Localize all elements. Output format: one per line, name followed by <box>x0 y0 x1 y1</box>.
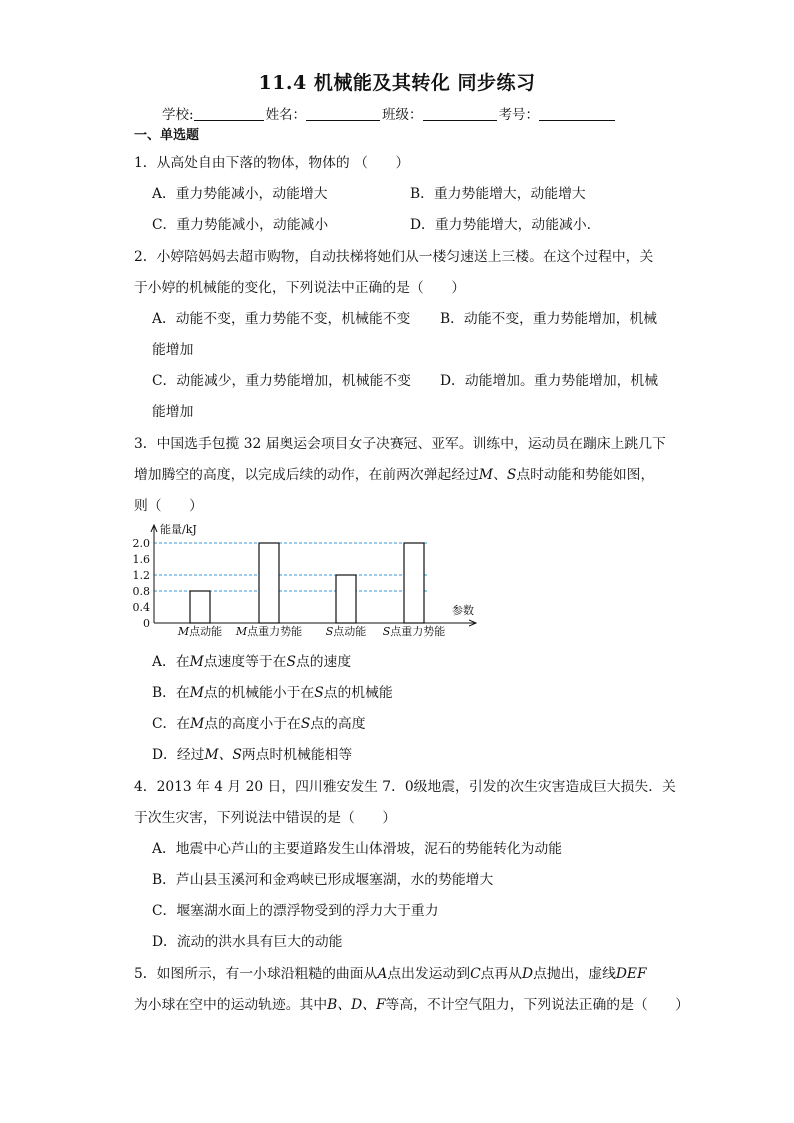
y-axis-label: 能量/kJ <box>160 523 197 536</box>
question-3-stem-line2: 增加腾空的高度，以完成后续的动作，在前两次弹起经过M、S点时动能和势能如图， <box>134 467 655 483</box>
q4-option-c[interactable]: C．堰塞湖水面上的漂浮物受到的浮力大于重力 <box>152 903 439 919</box>
question-4-stem-line1: 4．2013 年 4 月 20 日，四川雅安发生 7．0级地震，引发的次生灾害造成巨大损失．关 <box>134 779 676 795</box>
bar-0 <box>190 591 210 623</box>
question-5-stem-line1: 5．如图所示，有一小球沿粗糙的曲面从A点出发运动到C点再从D点抛出，虚线DEF <box>134 966 647 982</box>
school-blank[interactable] <box>194 106 264 121</box>
student-info-line <box>162 103 617 123</box>
y-tick-label: 0.8 <box>132 585 150 598</box>
question-2-stem-line2: 于小婷的机械能的变化，下列说法中正确的是（ ） <box>134 280 466 296</box>
x-category-label: M点重力势能 <box>235 625 303 638</box>
question-2-stem-line1: 2．小婷陪妈妈去超市购物，自动扶梯将她们从一楼匀速送上三楼。在这个过程中，关 <box>134 249 654 265</box>
question-3-stem-line3: 则（ ） <box>134 498 203 514</box>
name-label: 姓名： <box>265 107 307 123</box>
class-blank[interactable] <box>423 106 497 121</box>
question-4-stem-line2: 于次生灾害，下列说法中错误的是（ ） <box>134 810 397 826</box>
q1-option-b[interactable]: B．重力势能增大，动能增大 <box>410 186 586 202</box>
bar-2 <box>336 575 356 623</box>
page-title: 11.4 机械能及其转化 同步练习 <box>258 72 536 94</box>
q1-option-d[interactable]: D．重力势能增大，动能减小. <box>410 217 592 233</box>
exam-no-blank[interactable] <box>539 106 615 121</box>
y-tick-label: 2.0 <box>132 537 150 550</box>
q2-option-b[interactable]: B．动能不变，重力势能增加，机械 <box>440 311 658 327</box>
q2-option-a[interactable]: A．动能不变，重力势能不变，机械能不变 <box>152 311 411 327</box>
bar-3 <box>404 543 424 623</box>
x-category-label: M点动能 <box>177 625 223 638</box>
q3-option-d[interactable]: D．经过M、S两点时机械能相等 <box>152 747 353 763</box>
school-label: 学校: <box>162 107 194 123</box>
q1-option-c[interactable]: C．重力势能减小，动能减小 <box>152 217 329 233</box>
exam-no-label: 考号： <box>498 107 540 123</box>
x-category-label: S点重力势能 <box>382 625 446 638</box>
x-axis-label: 参数 <box>452 604 474 617</box>
question-1-stem: 1．从高处自由下落的物体，物体的 （ ） <box>134 155 410 171</box>
q2-option-b-cont: 能增加 <box>152 342 194 358</box>
q4-option-a[interactable]: A．地震中心芦山的主要道路发生山体滑坡，泥石的势能转化为动能 <box>152 841 563 857</box>
q1-option-a[interactable]: A．重力势能减小，动能增大 <box>152 186 328 202</box>
class-label: 班级： <box>382 107 423 123</box>
q2-option-d-cont: 能增加 <box>152 404 194 420</box>
energy-bar-chart <box>132 520 480 645</box>
y-tick-label: 0 <box>143 617 150 630</box>
bar-1 <box>259 543 279 623</box>
q3-option-a[interactable]: A．在M点速度等于在S点的速度 <box>152 654 352 670</box>
q4-option-b[interactable]: B．芦山县玉溪河和金鸡峡已形成堰塞湖，水的势能增大 <box>152 872 494 888</box>
question-5-stem-line2: 为小球在空中的运动轨迹。其中B、D、F等高，不计空气阻力，下列说法正确的是（ ） <box>134 997 690 1013</box>
y-tick-label: 1.6 <box>132 553 150 566</box>
y-tick-label: 0.4 <box>132 601 150 614</box>
section-title: 一、单选题 <box>134 128 200 143</box>
question-3-stem-line1: 3．中国选手包揽 32 届奥运会项目女子决赛冠、亚军。训练中，运动员在蹦床上跳几下 <box>134 436 666 452</box>
q3-option-c[interactable]: C．在M点的高度小于在S点的高度 <box>152 716 366 732</box>
q4-option-d[interactable]: D．流动的洪水具有巨大的动能 <box>152 934 343 950</box>
y-tick-label: 1.2 <box>132 569 150 582</box>
q2-option-c[interactable]: C．动能减少，重力势能增加，机械能不变 <box>152 373 411 389</box>
q3-option-b[interactable]: B．在M点的机械能小于在S点的机械能 <box>152 685 393 701</box>
x-category-label: S点动能 <box>325 625 367 638</box>
name-blank[interactable] <box>306 106 380 121</box>
q2-option-d[interactable]: D．动能增加。重力势能增加，机械 <box>440 373 659 389</box>
